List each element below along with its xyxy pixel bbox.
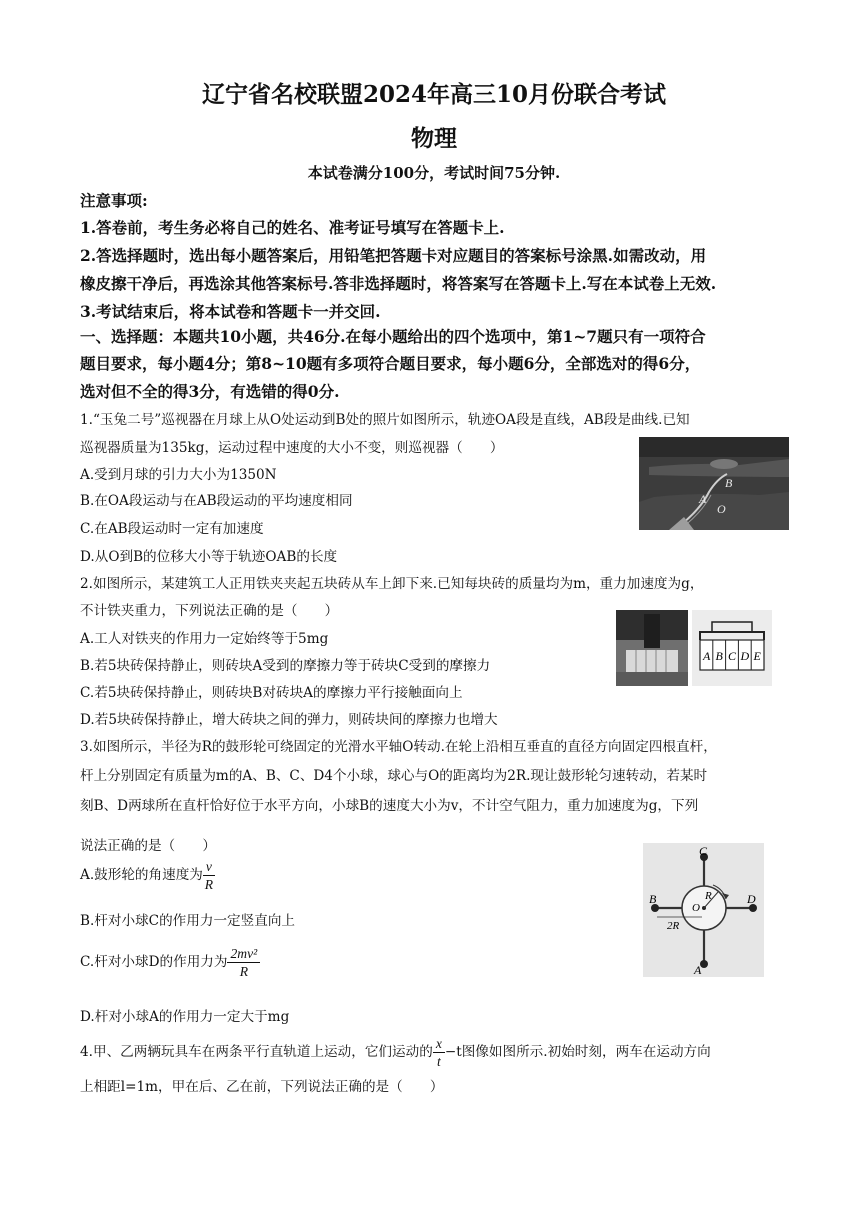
q3-label-o: O <box>692 902 700 914</box>
exam-info: 本试卷满分100分，考试时间75分钟. <box>307 164 561 182</box>
q2-option-a: A.工人对铁夹的作用力一定始终等于5mg <box>80 631 329 647</box>
section-1-line-2: 题目要求，每小题4分；第8~10题有多项符合题目要求，每小题6分，全部选对的得6分， <box>80 354 701 373</box>
q2-stem-line-2: 不计铁夹重力，下列说法正确的是（ ） <box>80 603 339 619</box>
q4-fraction-denominator: t <box>436 1054 441 1069</box>
q3-option-c-fraction <box>227 945 260 980</box>
q3-option-a-fraction <box>203 858 215 893</box>
q3-option-c-numerator: 2mv² <box>227 945 260 963</box>
q1-stem-line-1: 1.“玉兔二号”巡视器在月球上从O处运动到B处的照片如图所示，轨迹OA段是直线，AB段是曲线.已知 <box>80 412 690 428</box>
q2-stem-line-1: 2.如图所示，某建筑工人正用铁夹夹起五块砖从车上卸下来.已知每块砖的质量均为m，重力加速度为g， <box>80 576 704 592</box>
subject-title: 物理 <box>411 125 457 152</box>
exam-title: 辽宁省名校联盟2024年高三10月份联合考试 <box>201 81 667 108</box>
notice-item-2-line-1: 2.答选择题时，选出每小题答案后，用铅笔把答题卡对应题目的答案标号涂黑.如需改动，用 <box>80 246 707 265</box>
q1-stem-line-2: 巡视器质量为135kg，运动过程中速度的大小不变，则巡视器（ ） <box>80 440 504 456</box>
q3-option-a <box>80 858 215 893</box>
q2-worker-photo <box>616 610 688 686</box>
q3-label-r: R <box>705 890 712 902</box>
q2-brick-c: C <box>728 649 737 663</box>
q1-option-b: B.在OA段运动与在AB段运动的平均速度相同 <box>80 493 353 509</box>
q1-label-o: O <box>717 502 726 516</box>
q3-stem-line-3: 刻B、D两球所在直杆恰好位于水平方向，小球B的速度大小为v，不计空气阻力，重力加速度为g，下列 <box>80 798 699 814</box>
notice-heading: 注意事项: <box>80 191 148 210</box>
q3-label-2r: 2R <box>667 920 680 932</box>
notice-item-1: 1.答卷前，考生务必将自己的姓名、准考证号填写在答题卡上. <box>80 218 505 237</box>
q1-option-c: C.在AB段运动时一定有加速度 <box>80 521 264 537</box>
q1-option-a: A.受到月球的引力大小为1350N <box>80 467 277 483</box>
q1-label-b: B <box>725 476 733 490</box>
q4-xt-fraction <box>433 1035 445 1070</box>
q2-brick-e: E <box>753 649 761 663</box>
q4-stem-line-2: 上相距l=1m，甲在后、乙在前，下列说法正确的是（ ） <box>80 1079 444 1095</box>
q3-stem-line-2: 杆上分别固定有质量为m的A、B、C、D4个小球，球心与O的距离均为2R.现让鼓形轮匀速转动，若某时 <box>80 768 708 784</box>
q3-stem-line-4: 说法正确的是（ ） <box>80 838 216 854</box>
q4-stem-text-post: −t图像如图所示.初始时刻，两车在运动方向 <box>444 1044 711 1060</box>
notice-item-2-line-2: 橡皮擦干净后，再选涂其他答案标号.答非选择题时，将答案写在答题卡上.写在本试卷上无效. <box>80 274 717 293</box>
q3-option-b: B.杆对小球C的作用力一定竖直向上 <box>80 913 296 929</box>
q3-label-d: D <box>747 892 756 906</box>
section-1-line-3: 选对但不全的得3分，有选错的得0分. <box>80 382 340 401</box>
q2-brick-b: B <box>715 649 723 663</box>
q3-option-c-denominator: R <box>239 964 248 979</box>
q1-moon-rover-photo <box>639 437 789 530</box>
q2-brick-clamp-diagram <box>692 610 772 686</box>
q2-brick-d: D <box>740 649 750 663</box>
q2-option-d: D.若5块砖保持静止，增大砖块之间的弹力，则砖块间的摩擦力也增大 <box>80 712 498 728</box>
q2-option-b: B.若5块砖保持静止，则砖块A受到的摩擦力等于砖块C受到的摩擦力 <box>80 658 491 674</box>
q3-option-a-numerator: v <box>203 858 215 876</box>
q3-option-c <box>80 945 260 980</box>
q3-option-a-text: A.鼓形轮的角速度为 <box>80 867 203 883</box>
q3-option-c-text: C.杆对小球D的作用力为 <box>80 954 228 970</box>
q3-label-a: A <box>694 963 702 977</box>
q2-option-c: C.若5块砖保持静止，则砖块B对砖块A的摩擦力平行接触面向上 <box>80 685 463 701</box>
notice-item-3: 3.考试结束后，将本试卷和答题卡一并交回. <box>80 302 381 321</box>
q3-label-c: C <box>699 844 708 858</box>
q1-label-a: A <box>699 492 707 506</box>
q1-option-d: D.从O到B的位移大小等于轨迹OAB的长度 <box>80 549 338 565</box>
q3-option-d: D.杆对小球A的作用力一定大于mg <box>80 1009 290 1025</box>
q4-stem-text-pre: 4.甲、乙两辆玩具车在两条平行直轨道上运动，它们运动的 <box>80 1044 433 1060</box>
q3-stem-line-1: 3.如图所示，半径为R的鼓形轮可绕固定的光滑水平轴O转动.在轮上沿相互垂直的直径方向固定四根直杆， <box>80 739 717 755</box>
q3-drum-wheel-diagram <box>643 843 764 977</box>
q4-fraction-numerator: x <box>433 1035 445 1053</box>
section-1-line-1: 一、选择题：本题共10小题，共46分.在每小题给出的四个选项中，第1~7题只有一项符合 <box>80 327 706 346</box>
q2-brick-a: A <box>703 649 711 663</box>
q3-label-b: B <box>649 892 657 906</box>
q3-option-a-denominator: R <box>204 877 214 892</box>
q4-stem-line-1 <box>80 1035 711 1070</box>
